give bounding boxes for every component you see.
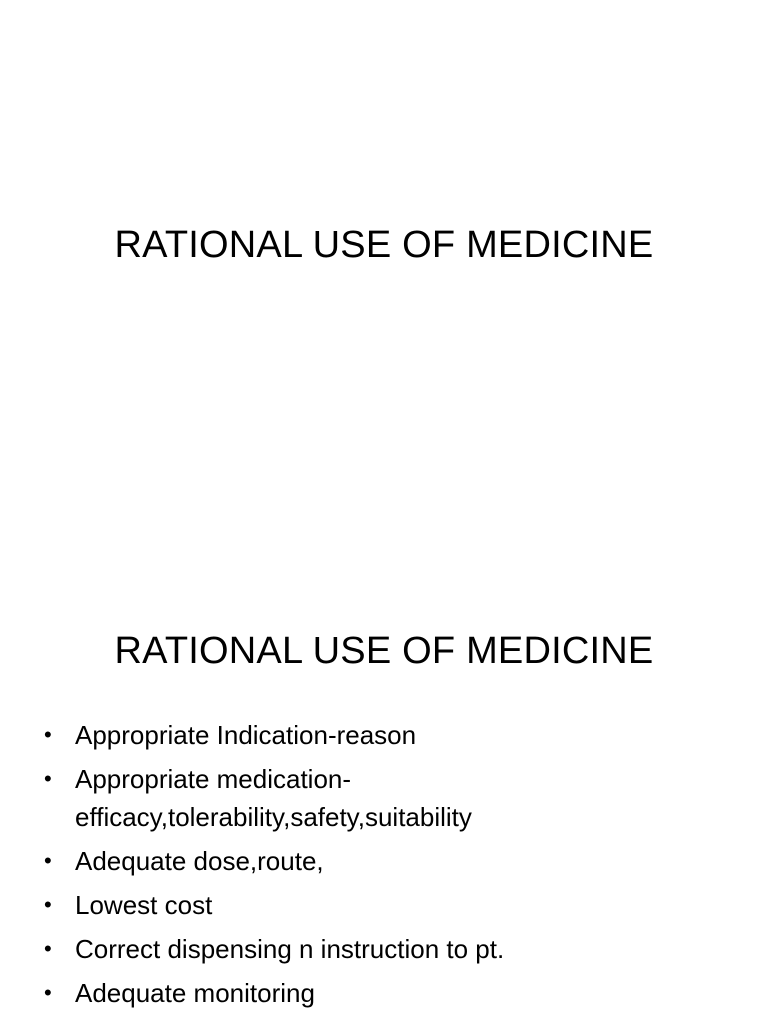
bullet-text: Correct dispensing n instruction to pt.	[75, 934, 505, 964]
bullet-dot-icon: •	[44, 722, 52, 747]
bullet-item	[44, 886, 744, 924]
bullet-dot-icon: •	[44, 848, 52, 873]
bullet-text: Lowest cost	[75, 890, 213, 920]
bullet-list	[44, 716, 744, 1018]
bullet-item	[44, 716, 744, 754]
slide-1-title: RATIONAL USE OF MEDICINE	[114, 224, 654, 266]
bullet-dot-icon: •	[44, 766, 52, 791]
bullet-dot-icon: •	[44, 980, 52, 1005]
bullet-dot-icon: •	[44, 892, 52, 917]
bullet-item	[44, 930, 744, 968]
bullet-dot-icon: •	[44, 936, 52, 961]
bullet-text: Adequate dose,route,	[75, 846, 324, 876]
slide-2-title: RATIONAL USE OF MEDICINE	[114, 630, 654, 672]
slide-2	[0, 512, 768, 1024]
bullet-text: Appropriate medication-efficacy,tolerability,safety,suitability	[75, 764, 472, 832]
bullet-item	[44, 760, 744, 836]
bullet-text: Adequate monitoring	[75, 978, 315, 1008]
bullet-item	[44, 974, 744, 1012]
bullet-item	[44, 842, 744, 880]
bullet-text: Appropriate Indication-reason	[75, 720, 417, 750]
